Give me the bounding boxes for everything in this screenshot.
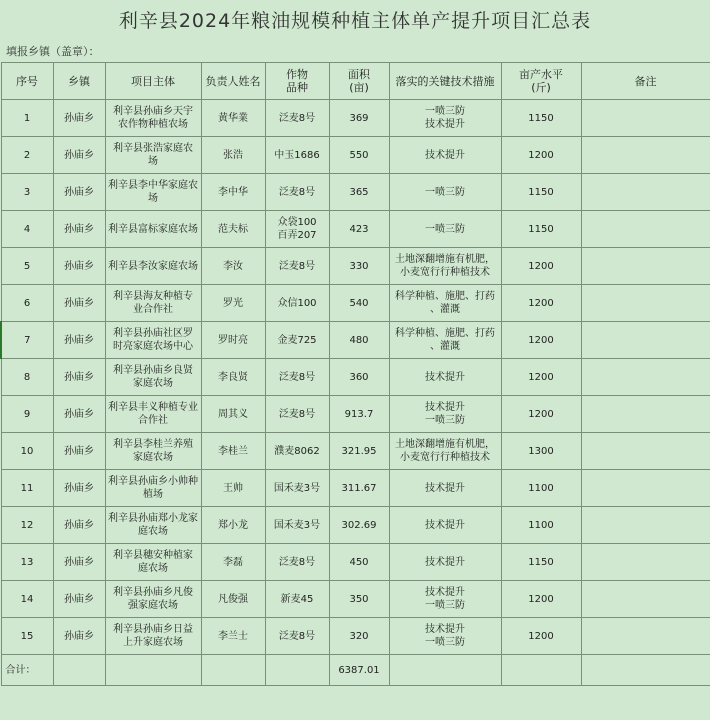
cell-person[interactable]: 李桂兰 xyxy=(201,433,265,470)
cell-tech[interactable]: 技术提升 xyxy=(389,544,501,581)
cell-entity[interactable]: 利辛县丰义种植专业 合作社 xyxy=(105,396,201,433)
cell-note[interactable] xyxy=(581,396,710,433)
cell-yield[interactable]: 1200 xyxy=(501,359,581,396)
cell-town[interactable]: 孙庙乡 xyxy=(53,433,105,470)
header-variety[interactable]: 作物 品种 xyxy=(265,63,329,100)
cell-town[interactable]: 孙庙乡 xyxy=(53,174,105,211)
cell-note[interactable] xyxy=(581,174,710,211)
cell-yield[interactable]: 1150 xyxy=(501,174,581,211)
cell-town[interactable]: 孙庙乡 xyxy=(53,100,105,137)
total-label[interactable]: 合计： xyxy=(1,655,53,686)
cell-yield[interactable]: 1200 xyxy=(501,137,581,174)
cell-town[interactable]: 孙庙乡 xyxy=(53,248,105,285)
cell-entity[interactable]: 利辛县孙庙郑小龙家 庭农场 xyxy=(105,507,201,544)
table-row xyxy=(1,211,710,248)
cell-tech[interactable]: 技术提升 一喷三防 xyxy=(389,618,501,655)
cell-yield[interactable]: 1150 xyxy=(501,544,581,581)
cell-no[interactable]: 11 xyxy=(1,470,53,507)
cell-tech[interactable]: 技术提升 一喷三防 xyxy=(389,581,501,618)
cell-person[interactable]: 郑小龙 xyxy=(201,507,265,544)
header-town[interactable]: 乡镇 xyxy=(53,63,105,100)
total-cell[interactable] xyxy=(501,655,581,686)
cell-tech[interactable]: 技术提升 xyxy=(389,507,501,544)
cell-town[interactable]: 孙庙乡 xyxy=(53,322,105,359)
cell-person[interactable]: 罗时亮 xyxy=(201,322,265,359)
header-row xyxy=(1,63,710,100)
cell-no[interactable]: 5 xyxy=(1,248,53,285)
cell-person[interactable]: 罗光 xyxy=(201,285,265,322)
cell-variety[interactable]: 国禾麦3号 xyxy=(265,507,329,544)
cell-tech[interactable]: 土地深翻增施有机肥， 小麦宽行行种植技术 xyxy=(389,248,501,285)
cell-note[interactable] xyxy=(581,322,710,359)
cell-tech[interactable]: 技术提升 xyxy=(389,470,501,507)
cell-area[interactable]: 365 xyxy=(329,174,389,211)
cell-note[interactable] xyxy=(581,248,710,285)
table-row xyxy=(1,396,710,433)
table-row xyxy=(1,433,710,470)
cell-entity[interactable]: 利辛县孙庙社区罗 时亮家庭农场中心 xyxy=(105,322,201,359)
cell-note[interactable] xyxy=(581,470,710,507)
cell-entity[interactable]: 利辛县李桂兰养殖 家庭农场 xyxy=(105,433,201,470)
cell-entity[interactable]: 利辛县富标家庭农场 xyxy=(105,211,201,248)
cell-tech[interactable]: 科学种植、施肥、打药 、灌溉 xyxy=(389,285,501,322)
total-cell[interactable] xyxy=(389,655,501,686)
cell-area[interactable]: 550 xyxy=(329,137,389,174)
cell-area[interactable]: 480 xyxy=(329,322,389,359)
cell-note[interactable] xyxy=(581,359,710,396)
cell-yield[interactable]: 1200 xyxy=(501,618,581,655)
table-row xyxy=(1,359,710,396)
total-cell[interactable] xyxy=(105,655,201,686)
cell-variety[interactable]: 泛麦8号 xyxy=(265,248,329,285)
cell-tech[interactable]: 一喷三防 技术提升 xyxy=(389,100,501,137)
cell-variety[interactable]: 众信100 xyxy=(265,285,329,322)
cell-tech[interactable]: 土地深翻增施有机肥， 小麦宽行行种植技术 xyxy=(389,433,501,470)
cell-no[interactable]: 7 xyxy=(1,322,53,359)
cell-no[interactable]: 3 xyxy=(1,174,53,211)
cell-entity[interactable]: 利辛县李中华家庭农 场 xyxy=(105,174,201,211)
cell-area[interactable]: 330 xyxy=(329,248,389,285)
table-row xyxy=(1,507,710,544)
cell-variety[interactable]: 泛麦8号 xyxy=(265,544,329,581)
cell-entity[interactable]: 利辛县穗安种植家 庭农场 xyxy=(105,544,201,581)
cell-no[interactable]: 10 xyxy=(1,433,53,470)
cell-variety[interactable]: 泛麦8号 xyxy=(265,396,329,433)
cell-town[interactable]: 孙庙乡 xyxy=(53,285,105,322)
total-cell[interactable] xyxy=(201,655,265,686)
cell-person[interactable]: 李磊 xyxy=(201,544,265,581)
header-area[interactable]: 面积 (亩) xyxy=(329,63,389,100)
cell-yield[interactable]: 1100 xyxy=(501,507,581,544)
cell-yield[interactable]: 1200 xyxy=(501,248,581,285)
cell-note[interactable] xyxy=(581,581,710,618)
cell-person[interactable]: 王帅 xyxy=(201,470,265,507)
cell-tech[interactable]: 技术提升 一喷三防 xyxy=(389,396,501,433)
cell-no[interactable]: 14 xyxy=(1,581,53,618)
cell-entity[interactable]: 利辛县李汝家庭农场 xyxy=(105,248,201,285)
cell-note[interactable] xyxy=(581,100,710,137)
header-person[interactable]: 负责人姓名 xyxy=(201,63,265,100)
cell-yield[interactable]: 1200 xyxy=(501,581,581,618)
cell-no[interactable]: 6 xyxy=(1,285,53,322)
cell-person[interactable]: 李中华 xyxy=(201,174,265,211)
cell-person[interactable]: 范夫标 xyxy=(201,211,265,248)
table-row xyxy=(1,618,710,655)
table-row xyxy=(1,581,710,618)
cell-person[interactable]: 李兰士 xyxy=(201,618,265,655)
table-row xyxy=(1,544,710,581)
cell-yield[interactable]: 1150 xyxy=(501,100,581,137)
table-title[interactable]: 利辛县2024年粮油规模种植主体单产提升项目汇总表 xyxy=(118,10,592,32)
cell-no[interactable]: 15 xyxy=(1,618,53,655)
cell-no[interactable]: 12 xyxy=(1,507,53,544)
cell-no[interactable]: 4 xyxy=(1,211,53,248)
cell-person[interactable]: 凡俊强 xyxy=(201,581,265,618)
cell-no[interactable]: 1 xyxy=(1,100,53,137)
cell-entity[interactable]: 利辛县海友种植专 业合作社 xyxy=(105,285,201,322)
cell-entity[interactable]: 利辛县孙庙乡天宇 农作物种植农场 xyxy=(105,100,201,137)
total-area[interactable]: 6387.01 xyxy=(329,655,389,686)
cell-town[interactable]: 孙庙乡 xyxy=(53,396,105,433)
cell-area[interactable]: 913.7 xyxy=(329,396,389,433)
cell-variety[interactable]: 中玉1686 xyxy=(265,137,329,174)
cell-town[interactable]: 孙庙乡 xyxy=(53,507,105,544)
cell-town[interactable]: 孙庙乡 xyxy=(53,211,105,248)
cell-area[interactable]: 311.67 xyxy=(329,470,389,507)
cell-entity[interactable]: 利辛县孙庙乡凡俊 强家庭农场 xyxy=(105,581,201,618)
cell-yield[interactable]: 1150 xyxy=(501,211,581,248)
cell-note[interactable] xyxy=(581,433,710,470)
cell-variety[interactable]: 濮麦8062 xyxy=(265,433,329,470)
cell-variety[interactable]: 泛麦8号 xyxy=(265,100,329,137)
cell-area[interactable]: 540 xyxy=(329,285,389,322)
table-row xyxy=(1,322,710,359)
cell-town[interactable]: 孙庙乡 xyxy=(53,544,105,581)
table-row xyxy=(1,100,710,137)
cell-area[interactable]: 320 xyxy=(329,618,389,655)
cell-no[interactable]: 2 xyxy=(1,137,53,174)
cell-tech[interactable]: 科学种植、施肥、打药 、灌溉 xyxy=(389,322,501,359)
table-row xyxy=(1,248,710,285)
cell-variety[interactable]: 泛麦8号 xyxy=(265,174,329,211)
cell-yield[interactable]: 1100 xyxy=(501,470,581,507)
cell-area[interactable]: 360 xyxy=(329,359,389,396)
table-row xyxy=(1,174,710,211)
summary-table xyxy=(0,62,710,686)
cell-no[interactable]: 13 xyxy=(1,544,53,581)
header-tech[interactable]: 落实的关键技术措施 xyxy=(389,63,501,100)
cell-town[interactable]: 孙庙乡 xyxy=(53,581,105,618)
cell-tech[interactable]: 一喷三防 xyxy=(389,174,501,211)
cell-tech[interactable]: 技术提升 xyxy=(389,137,501,174)
cell-note[interactable] xyxy=(581,211,710,248)
header-note[interactable]: 备注 xyxy=(581,63,710,100)
cell-variety[interactable]: 新麦45 xyxy=(265,581,329,618)
cell-entity[interactable]: 利辛县孙庙乡小帅种 植场 xyxy=(105,470,201,507)
cell-area[interactable]: 321.95 xyxy=(329,433,389,470)
cell-yield[interactable]: 1200 xyxy=(501,322,581,359)
cell-variety[interactable]: 泛麦8号 xyxy=(265,618,329,655)
table-row xyxy=(1,137,710,174)
cell-area[interactable]: 450 xyxy=(329,544,389,581)
cell-entity[interactable]: 利辛县孙庙乡良贤 家庭农场 xyxy=(105,359,201,396)
cell-note[interactable] xyxy=(581,544,710,581)
cell-town[interactable]: 孙庙乡 xyxy=(53,618,105,655)
cell-person[interactable]: 张浩 xyxy=(201,137,265,174)
cell-person[interactable]: 李良贤 xyxy=(201,359,265,396)
cell-person[interactable]: 李汝 xyxy=(201,248,265,285)
cell-no[interactable]: 8 xyxy=(1,359,53,396)
cell-variety[interactable]: 泛麦8号 xyxy=(265,359,329,396)
cell-area[interactable]: 350 xyxy=(329,581,389,618)
table-row xyxy=(1,470,710,507)
cell-variety[interactable]: 众袋100 百弄207 xyxy=(265,211,329,248)
header-entity[interactable]: 项目主体 xyxy=(105,63,201,100)
header-no[interactable]: 序号 xyxy=(1,63,53,100)
cell-yield[interactable]: 1200 xyxy=(501,396,581,433)
cell-tech[interactable]: 技术提升 xyxy=(389,359,501,396)
cell-note[interactable] xyxy=(581,618,710,655)
cell-note[interactable] xyxy=(581,137,710,174)
total-cell[interactable] xyxy=(53,655,105,686)
total-cell[interactable] xyxy=(265,655,329,686)
header-yield[interactable]: 亩产水平 (斤) xyxy=(501,63,581,100)
cell-area[interactable]: 369 xyxy=(329,100,389,137)
cell-area[interactable]: 302.69 xyxy=(329,507,389,544)
cell-town[interactable]: 孙庙乡 xyxy=(53,470,105,507)
fill-township-label[interactable]: 填报乡镇（盖章）： xyxy=(6,45,100,58)
cell-person[interactable]: 周其义 xyxy=(201,396,265,433)
cell-town[interactable]: 孙庙乡 xyxy=(53,137,105,174)
cell-note[interactable] xyxy=(581,285,710,322)
cell-tech[interactable]: 一喷三防 xyxy=(389,211,501,248)
cell-area[interactable]: 423 xyxy=(329,211,389,248)
cell-yield[interactable]: 1200 xyxy=(501,285,581,322)
total-row xyxy=(1,655,710,686)
cell-note[interactable] xyxy=(581,507,710,544)
cell-entity[interactable]: 利辛县孙庙乡日益 上升家庭农场 xyxy=(105,618,201,655)
cell-variety[interactable]: 国禾麦3号 xyxy=(265,470,329,507)
cell-yield[interactable]: 1300 xyxy=(501,433,581,470)
cell-variety[interactable]: 金麦725 xyxy=(265,322,329,359)
cell-entity[interactable]: 利辛县张浩家庭农 场 xyxy=(105,137,201,174)
cell-town[interactable]: 孙庙乡 xyxy=(53,359,105,396)
table-row xyxy=(1,285,710,322)
cell-person[interactable]: 黄华業 xyxy=(201,100,265,137)
cell-no[interactable]: 9 xyxy=(1,396,53,433)
total-cell[interactable] xyxy=(581,655,710,686)
